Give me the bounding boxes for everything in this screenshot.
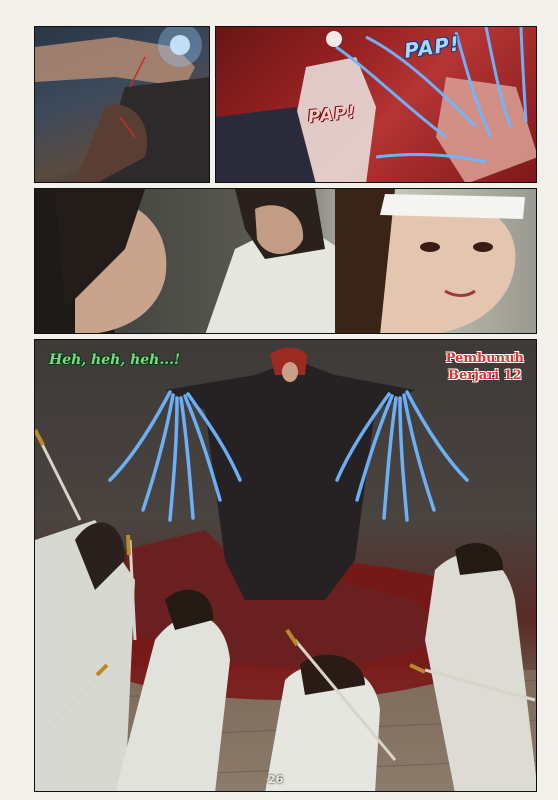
- panel-1-art: [35, 27, 210, 183]
- panel-claw-attack: [215, 26, 537, 183]
- page-number: 26: [268, 773, 284, 786]
- sfx-pap-2: PAP!: [307, 102, 358, 128]
- panel-three-faces: [34, 188, 537, 334]
- panel-3-art: [35, 189, 537, 334]
- caption-title-line-1: Pembunuh: [445, 351, 524, 366]
- panel-4-art: [35, 340, 537, 792]
- caption-laugh: Heh, heh, heh...!: [49, 352, 181, 368]
- sfx-pap-1: PAP!: [402, 31, 462, 63]
- caption-title-line-2: Berjari 12: [448, 368, 522, 383]
- panel-hand-strike: [34, 26, 210, 183]
- panel-twelve-finger-killer: [34, 339, 537, 792]
- panel-2-art: [216, 27, 537, 183]
- caption-title: [446, 350, 524, 384]
